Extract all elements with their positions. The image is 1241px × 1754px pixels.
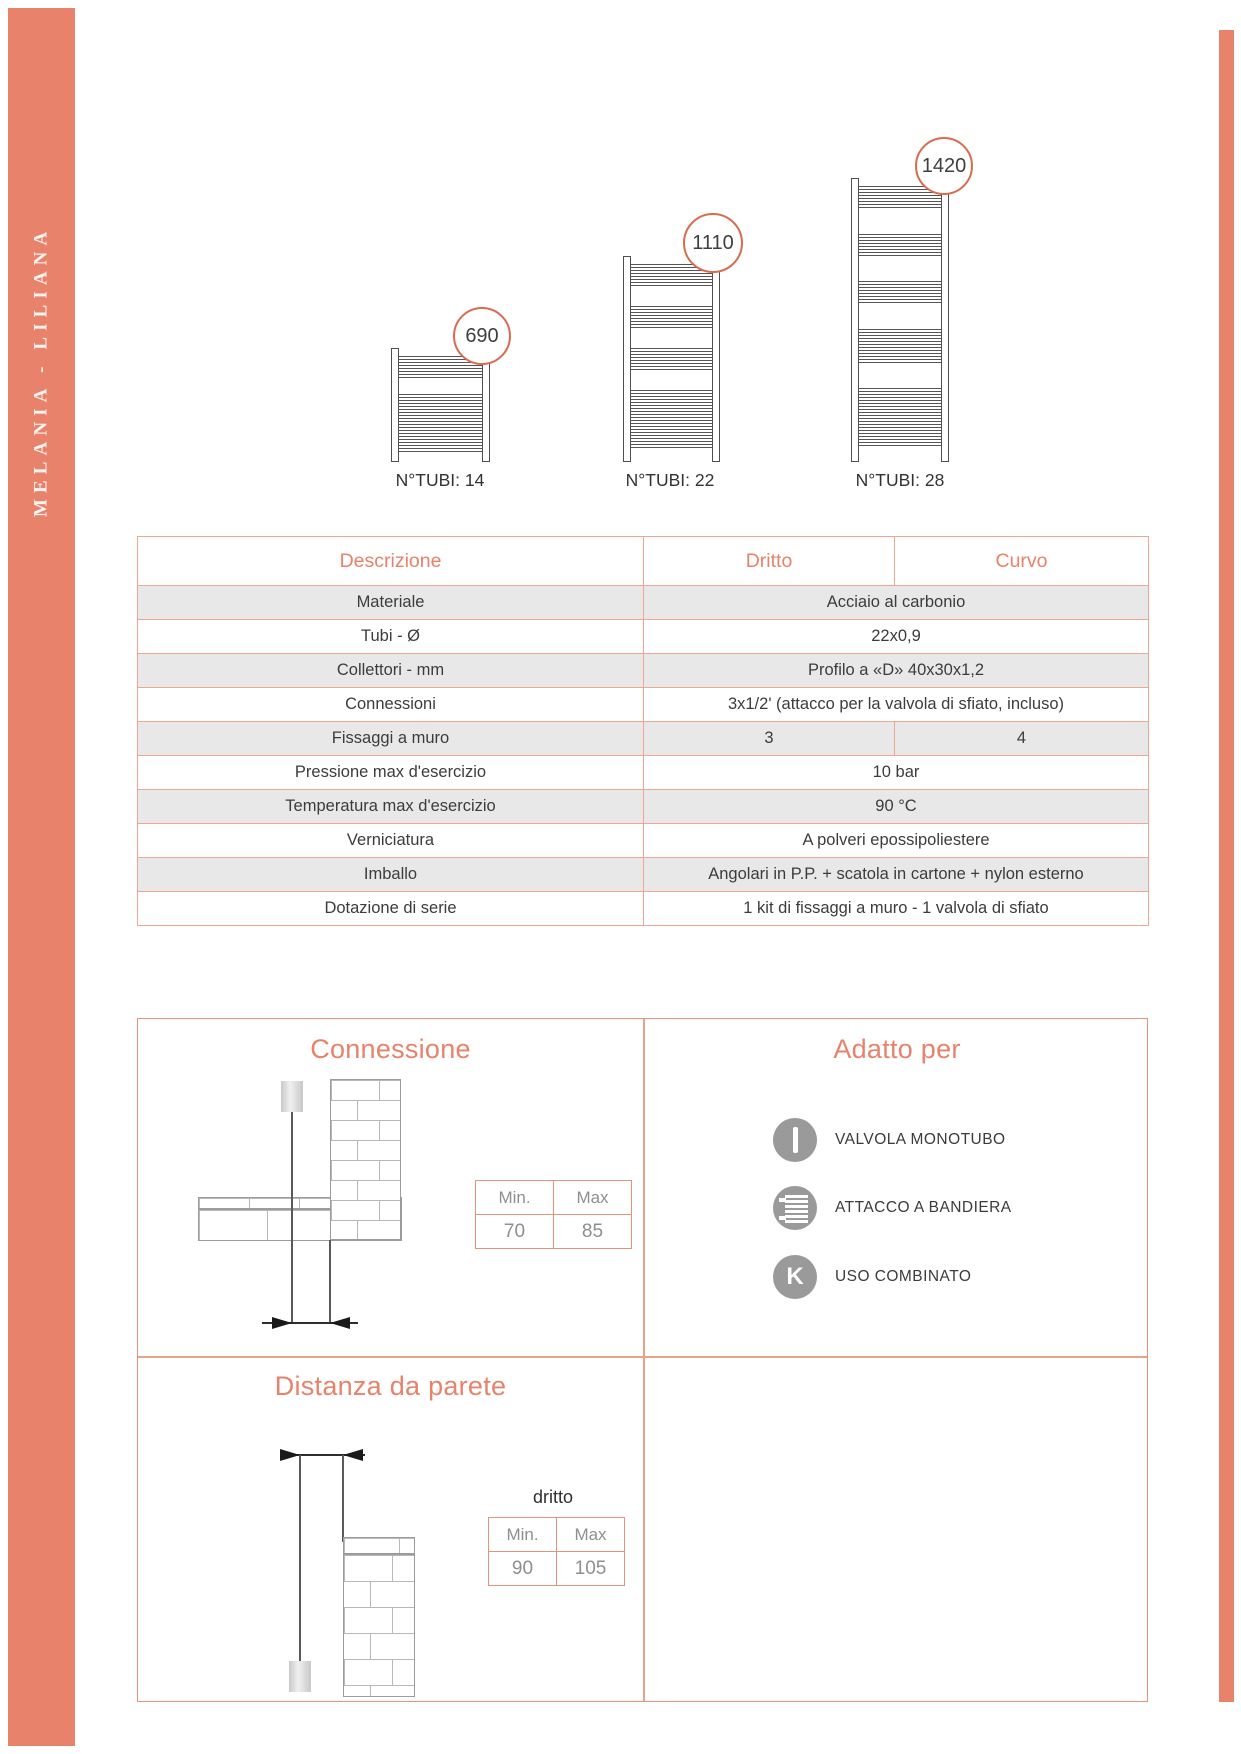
left-accent-bar [8,8,75,1746]
connection-wall-extension-line [329,1240,331,1323]
row-value: 3x1/2' (attacco per la valvola di sfiato, incluso) [644,688,1149,722]
suitable-item-label: USO COMBINATO [835,1268,972,1285]
table-row [138,654,1149,688]
panel-horizontal-divider [138,1356,1147,1358]
spec-table-body [138,586,1149,926]
connection-max-value: 85 [554,1215,632,1249]
table-row [138,790,1149,824]
connection-valve [281,1081,303,1112]
max-header: Max [557,1518,625,1552]
column-header-dritto: Dritto [644,537,895,586]
connection-pipe-line [291,1112,293,1323]
connection-minmax-table [475,1180,632,1249]
variant-label: dritto [532,1487,574,1507]
radiator-diagram [623,256,720,462]
dimension-arrow-right-icon [272,1317,292,1329]
distance-min-value: 90 [489,1552,557,1586]
column-header-curvo: Curvo [895,537,1149,586]
brand-vertical-label: MELANIA - LILIANA [30,225,52,517]
radiator-rail [623,256,631,462]
table-row [138,892,1149,926]
distance-max-value: 105 [557,1552,625,1586]
row-value: Acciaio al carbonio [644,586,1149,620]
distance-wall-extension-line [342,1455,344,1542]
spec-table [137,536,1149,926]
table-row [138,824,1149,858]
min-header: Min. [489,1518,557,1552]
max-header: Max [554,1181,632,1215]
connection-min-value: 70 [476,1215,554,1249]
radiator-diagram [391,348,490,462]
table-row [138,858,1149,892]
suitable-item-label: VALVOLA MONOTUBO [835,1131,1006,1148]
right-accent-bar [1219,30,1234,1702]
combined-use-icon: K [773,1255,817,1299]
wall-distance-heading: Distanza da parete [274,1371,507,1401]
radiator-rail [851,178,859,462]
dimension-arrow-left-icon [330,1317,350,1329]
radiator-rail [712,256,720,462]
row-label: Dotazione di serie [138,892,644,926]
radiator-rail [391,348,399,462]
distance-wall [343,1554,415,1697]
connection-wall [330,1079,401,1240]
row-value-dritto: 3 [644,722,895,756]
suitable-heading: Adatto per [833,1034,961,1064]
distance-minmax-table [488,1517,625,1586]
min-header: Min. [476,1181,554,1215]
row-label: Connessioni [138,688,644,722]
row-label: Fissaggi a muro [138,722,644,756]
row-label: Verniciatura [138,824,644,858]
monotube-valve-icon [773,1118,817,1162]
distance-pipe-line [299,1455,301,1663]
row-label: Pressione max d'esercizio [138,756,644,790]
row-value: 1 kit di fissaggi a muro - 1 valvola di sfiato [644,892,1149,926]
row-value: 10 bar [644,756,1149,790]
height-badge: 690 [453,307,511,365]
tubes-caption: N°TUBI: 14 [395,470,485,490]
table-row [138,688,1149,722]
radiator-tubes [859,186,941,456]
table-row [138,756,1149,790]
radiator-tubes [631,264,712,456]
distance-valve [289,1661,311,1692]
spec-table-header-row [138,537,1149,586]
row-value: Profilo a «D» 40x30x1,2 [644,654,1149,688]
radiator-diagram [851,178,949,462]
height-badge: 1110 [683,213,743,273]
table-row [138,722,1149,756]
distance-wall-top-course [343,1537,415,1554]
flag-connection-icon [773,1186,817,1230]
dimension-arrow-right-icon [280,1449,300,1461]
panel-vertical-divider [643,1019,645,1701]
row-value: A polveri epossipoliestere [644,824,1149,858]
row-value: 22x0,9 [644,620,1149,654]
radiator-rail [941,178,949,462]
column-header-descrizione: Descrizione [138,537,644,586]
table-row [138,620,1149,654]
tubes-caption: N°TUBI: 22 [625,470,715,490]
suitable-item-label: ATTACCO A BANDIERA [835,1199,1012,1216]
dimension-arrow-left-icon [343,1449,363,1461]
row-value: 90 °C [644,790,1149,824]
row-label: Imballo [138,858,644,892]
table-row [138,586,1149,620]
row-value: Angolari in P.P. + scatola in cartone + nylon esterno [644,858,1149,892]
radiator-tubes [399,356,482,456]
radiator-rail [482,348,490,462]
row-label: Tubi - Ø [138,620,644,654]
row-value-curvo: 4 [895,722,1149,756]
row-label: Materiale [138,586,644,620]
row-label: Temperatura max d'esercizio [138,790,644,824]
row-label: Collettori - mm [138,654,644,688]
tubes-caption: N°TUBI: 28 [855,470,945,490]
height-badge: 1420 [915,137,973,195]
connection-heading: Connessione [310,1034,471,1064]
